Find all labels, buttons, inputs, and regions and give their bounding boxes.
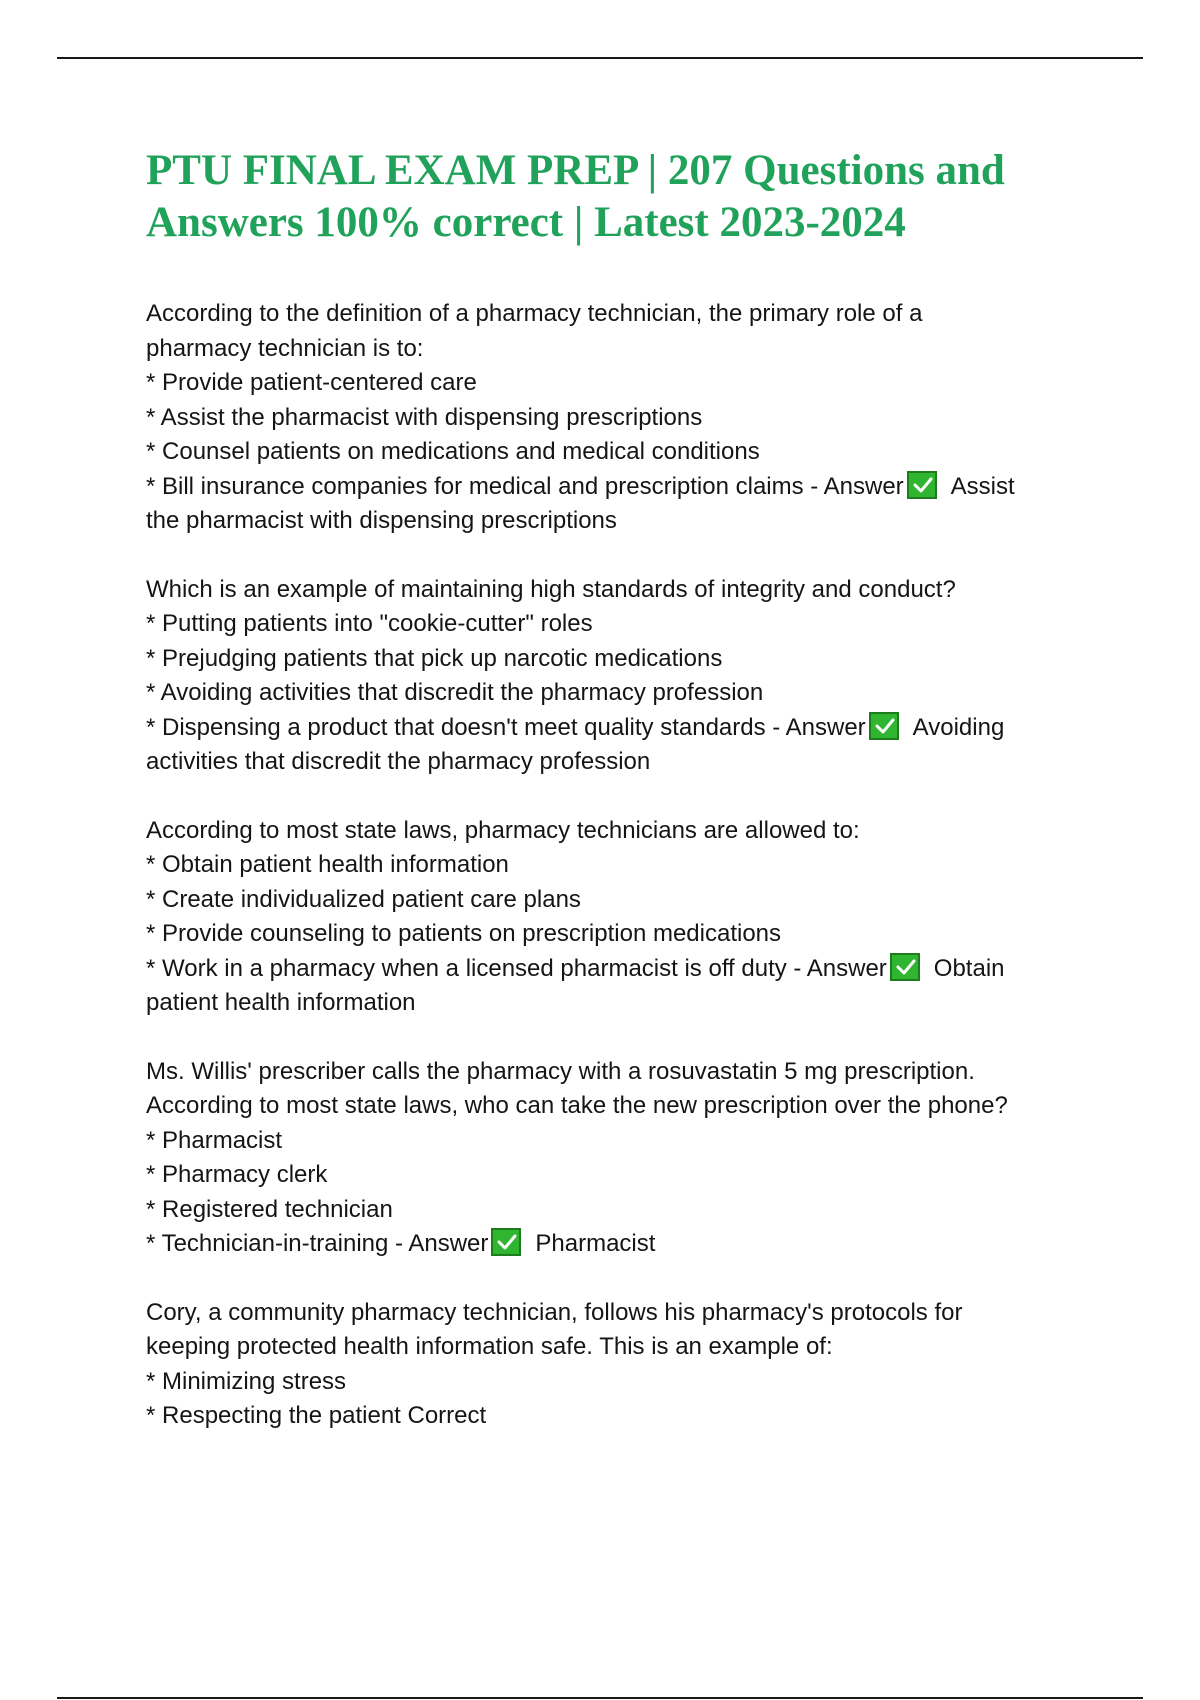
answer-option: * Prejudging patients that pick up narcotic medications (146, 644, 723, 672)
answer-label: Answer (823, 472, 904, 500)
answer-label: Answer (785, 713, 866, 741)
answer-option: * Avoiding activities that discredit the pharmacy profession (146, 679, 764, 706)
answer-option: * Obtain patient health information (146, 851, 509, 878)
correct-answer-continuation: activities that discredit the pharmacy profession (146, 748, 651, 775)
answer-option: * Respecting the patient Correct (146, 1402, 487, 1429)
footer-rule (57, 1697, 1143, 1699)
answer-option-text: * Dispensing a product that doesn't meet quality standards - (146, 713, 786, 741)
document-title: PTU FINAL EXAM PREP | 207 Questions and Answers 100% correct | Latest 2023-2024 (146, 147, 1005, 246)
question-block (146, 573, 1096, 780)
question-prompt-line: Which is an example of maintaining high standards of integrity and conduct? (146, 575, 956, 603)
answer-option-text: * Bill insurance companies for medical and prescription claims - (146, 472, 824, 500)
green-check-icon (491, 1228, 521, 1256)
answer-label: Answer (806, 954, 887, 982)
answer-option: * Pharmacy clerk (146, 1161, 328, 1188)
answer-option-text: * Technician-in-training - (146, 1230, 409, 1257)
question-list (146, 297, 1096, 1434)
answer-option-with-answer (146, 711, 1096, 746)
answer-option-with-answer (146, 470, 1096, 505)
question-prompt-line: According to the definition of a pharmacy technician, the primary role of a (146, 300, 923, 327)
answer-option: * Provide patient-centered care (146, 369, 477, 396)
question-prompt-line: According to most state laws, pharmacy technicians are allowed to: (146, 816, 860, 844)
question-block (146, 1296, 1096, 1434)
answer-option: * Pharmacist (146, 1126, 283, 1154)
correct-answer-continuation: the pharmacist with dispensing prescriptions (146, 507, 617, 534)
question-prompt-line: Cory, a community pharmacy technician, follows his pharmacy's protocols for (146, 1298, 963, 1326)
answer-option-with-answer (146, 1227, 1096, 1262)
answer-option: * Minimizing stress (146, 1367, 347, 1395)
question-block (146, 1055, 1096, 1262)
correct-answer-continuation: patient health information (146, 989, 416, 1016)
answer-option: * Counsel patients on medications and medical conditions (146, 438, 760, 465)
answer-option: * Registered technician (146, 1195, 393, 1223)
green-check-icon (890, 953, 920, 981)
question-block (146, 297, 1096, 539)
page-content (146, 145, 1096, 1468)
answer-option-text: * Work in a pharmacy when a licensed pharmacist is off duty - (146, 954, 807, 982)
answer-option: * Putting patients into "cookie-cutter" roles (146, 610, 593, 637)
answer-option: * Assist the pharmacist with dispensing prescriptions (146, 403, 703, 431)
green-check-icon (869, 712, 899, 740)
correct-answer-text: Obtain (933, 954, 1005, 982)
question-prompt-line: keeping protected health information safe. This is an example of: (146, 1333, 833, 1360)
correct-answer-text: Pharmacist (535, 1230, 656, 1257)
green-check-icon (907, 471, 937, 499)
question-prompt-line: According to most state laws, who can take the new prescription over the phone? (146, 1092, 1008, 1119)
correct-answer-text: Assist (950, 472, 1015, 500)
header-rule (57, 57, 1143, 59)
answer-option: * Create individualized patient care plans (146, 885, 581, 913)
answer-option: * Provide counseling to patients on prescription medications (146, 920, 782, 947)
question-prompt-line: Ms. Willis' prescriber calls the pharmacy with a rosuvastatin 5 mg prescription. (146, 1057, 975, 1085)
answer-option-with-answer (146, 952, 1096, 987)
answer-label: Answer (408, 1230, 489, 1257)
question-prompt-line: pharmacy technician is to: (146, 334, 424, 362)
correct-answer-text: Avoiding (912, 713, 1005, 741)
question-block (146, 814, 1096, 1021)
